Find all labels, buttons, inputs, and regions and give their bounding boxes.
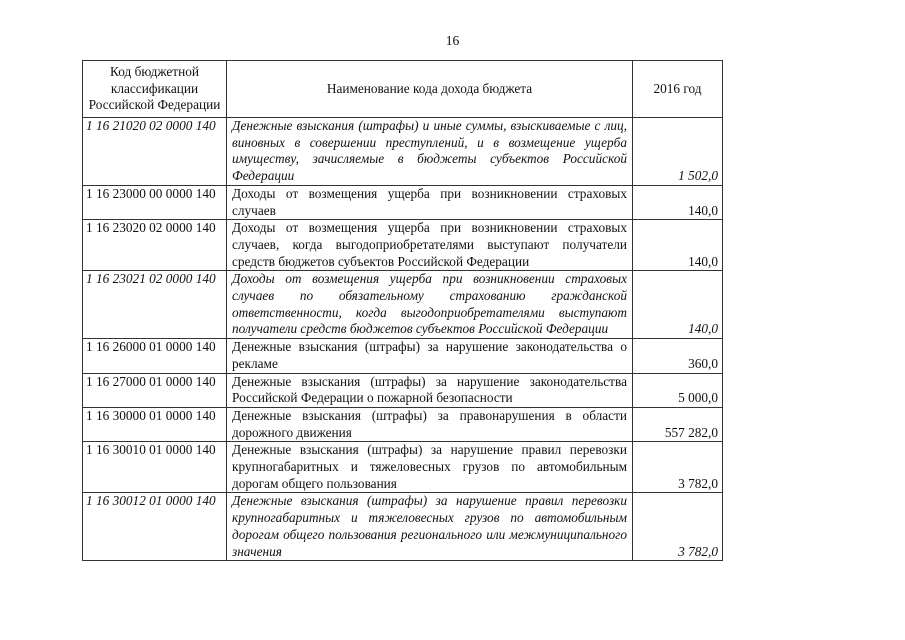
- row-value: 140,0: [633, 185, 723, 219]
- table-header-row: [83, 61, 723, 118]
- row-name: Денежные взыскания (штрафы) за нарушение правил перевозки крупногабаритных и тяжеловесных грузов по автомобильным дорогам общего пользования: [227, 442, 633, 493]
- row-name: Денежные взыскания (штрафы) за нарушение законодательства о рекламе: [227, 339, 633, 373]
- row-value: 557 282,0: [633, 407, 723, 441]
- table-row: [83, 118, 723, 186]
- table-row: [83, 407, 723, 441]
- row-value: 140,0: [633, 271, 723, 339]
- row-name: Доходы от возмещения ущерба при возникновении страховых случаев по обязательному страхованию гражданской ответственности, когда выгодоприобретателями выступают получатели средств бюджетов субъектов Российской Федерации: [227, 271, 633, 339]
- table-row: [83, 493, 723, 561]
- table-row: [83, 373, 723, 407]
- row-value: 140,0: [633, 220, 723, 271]
- row-code: 1 16 21020 02 0000 140: [83, 118, 227, 186]
- row-name: Денежные взыскания (штрафы) за нарушение законодательства Российской Федерации о пожарной безопасности: [227, 373, 633, 407]
- row-value: 3 782,0: [633, 442, 723, 493]
- page-number: 16: [445, 33, 460, 48]
- row-name: Доходы от возмещения ущерба при возникновении страховых случаев: [227, 185, 633, 219]
- row-code: 1 16 23020 02 0000 140: [83, 220, 227, 271]
- table-row: [83, 271, 723, 339]
- row-code: 1 16 26000 01 0000 140: [83, 339, 227, 373]
- header-year: 2016 год: [633, 61, 723, 118]
- row-name: Денежные взыскания (штрафы) и иные суммы, взыскиваемые с лиц, виновных в совершении преступлений, и в возмещение ущерба имуществу, зачисляемые в бюджеты субъектов Российской Федерации: [227, 118, 633, 186]
- budget-income-table: [82, 60, 723, 561]
- row-value: 5 000,0: [633, 373, 723, 407]
- row-code: 1 16 30010 01 0000 140: [83, 442, 227, 493]
- row-name: Доходы от возмещения ущерба при возникновении страховых случаев, когда выгодоприобретателями выступают получатели средств бюджетов субъектов Российской Федерации: [227, 220, 633, 271]
- table-row: [83, 220, 723, 271]
- row-value: 3 782,0: [633, 493, 723, 561]
- table-row: [83, 185, 723, 219]
- row-name: Денежные взыскания (штрафы) за нарушение правил перевозки крупногабаритных и тяжеловесных грузов по автомобильным дорогам общего пользования регионального или межмуниципального значения: [227, 493, 633, 561]
- header-name: Наименование кода дохода бюджета: [227, 61, 633, 118]
- row-value: 1 502,0: [633, 118, 723, 186]
- row-code: 1 16 30000 01 0000 140: [83, 407, 227, 441]
- table-row: [83, 442, 723, 493]
- table-row: [83, 339, 723, 373]
- row-code: 1 16 27000 01 0000 140: [83, 373, 227, 407]
- row-code: 1 16 23000 00 0000 140: [83, 185, 227, 219]
- row-code: 1 16 30012 01 0000 140: [83, 493, 227, 561]
- header-code: Код бюджетной классификации Российской Федерации: [83, 61, 227, 118]
- row-name: Денежные взыскания (штрафы) за правонарушения в области дорожного движения: [227, 407, 633, 441]
- row-value: 360,0: [633, 339, 723, 373]
- row-code: 1 16 23021 02 0000 140: [83, 271, 227, 339]
